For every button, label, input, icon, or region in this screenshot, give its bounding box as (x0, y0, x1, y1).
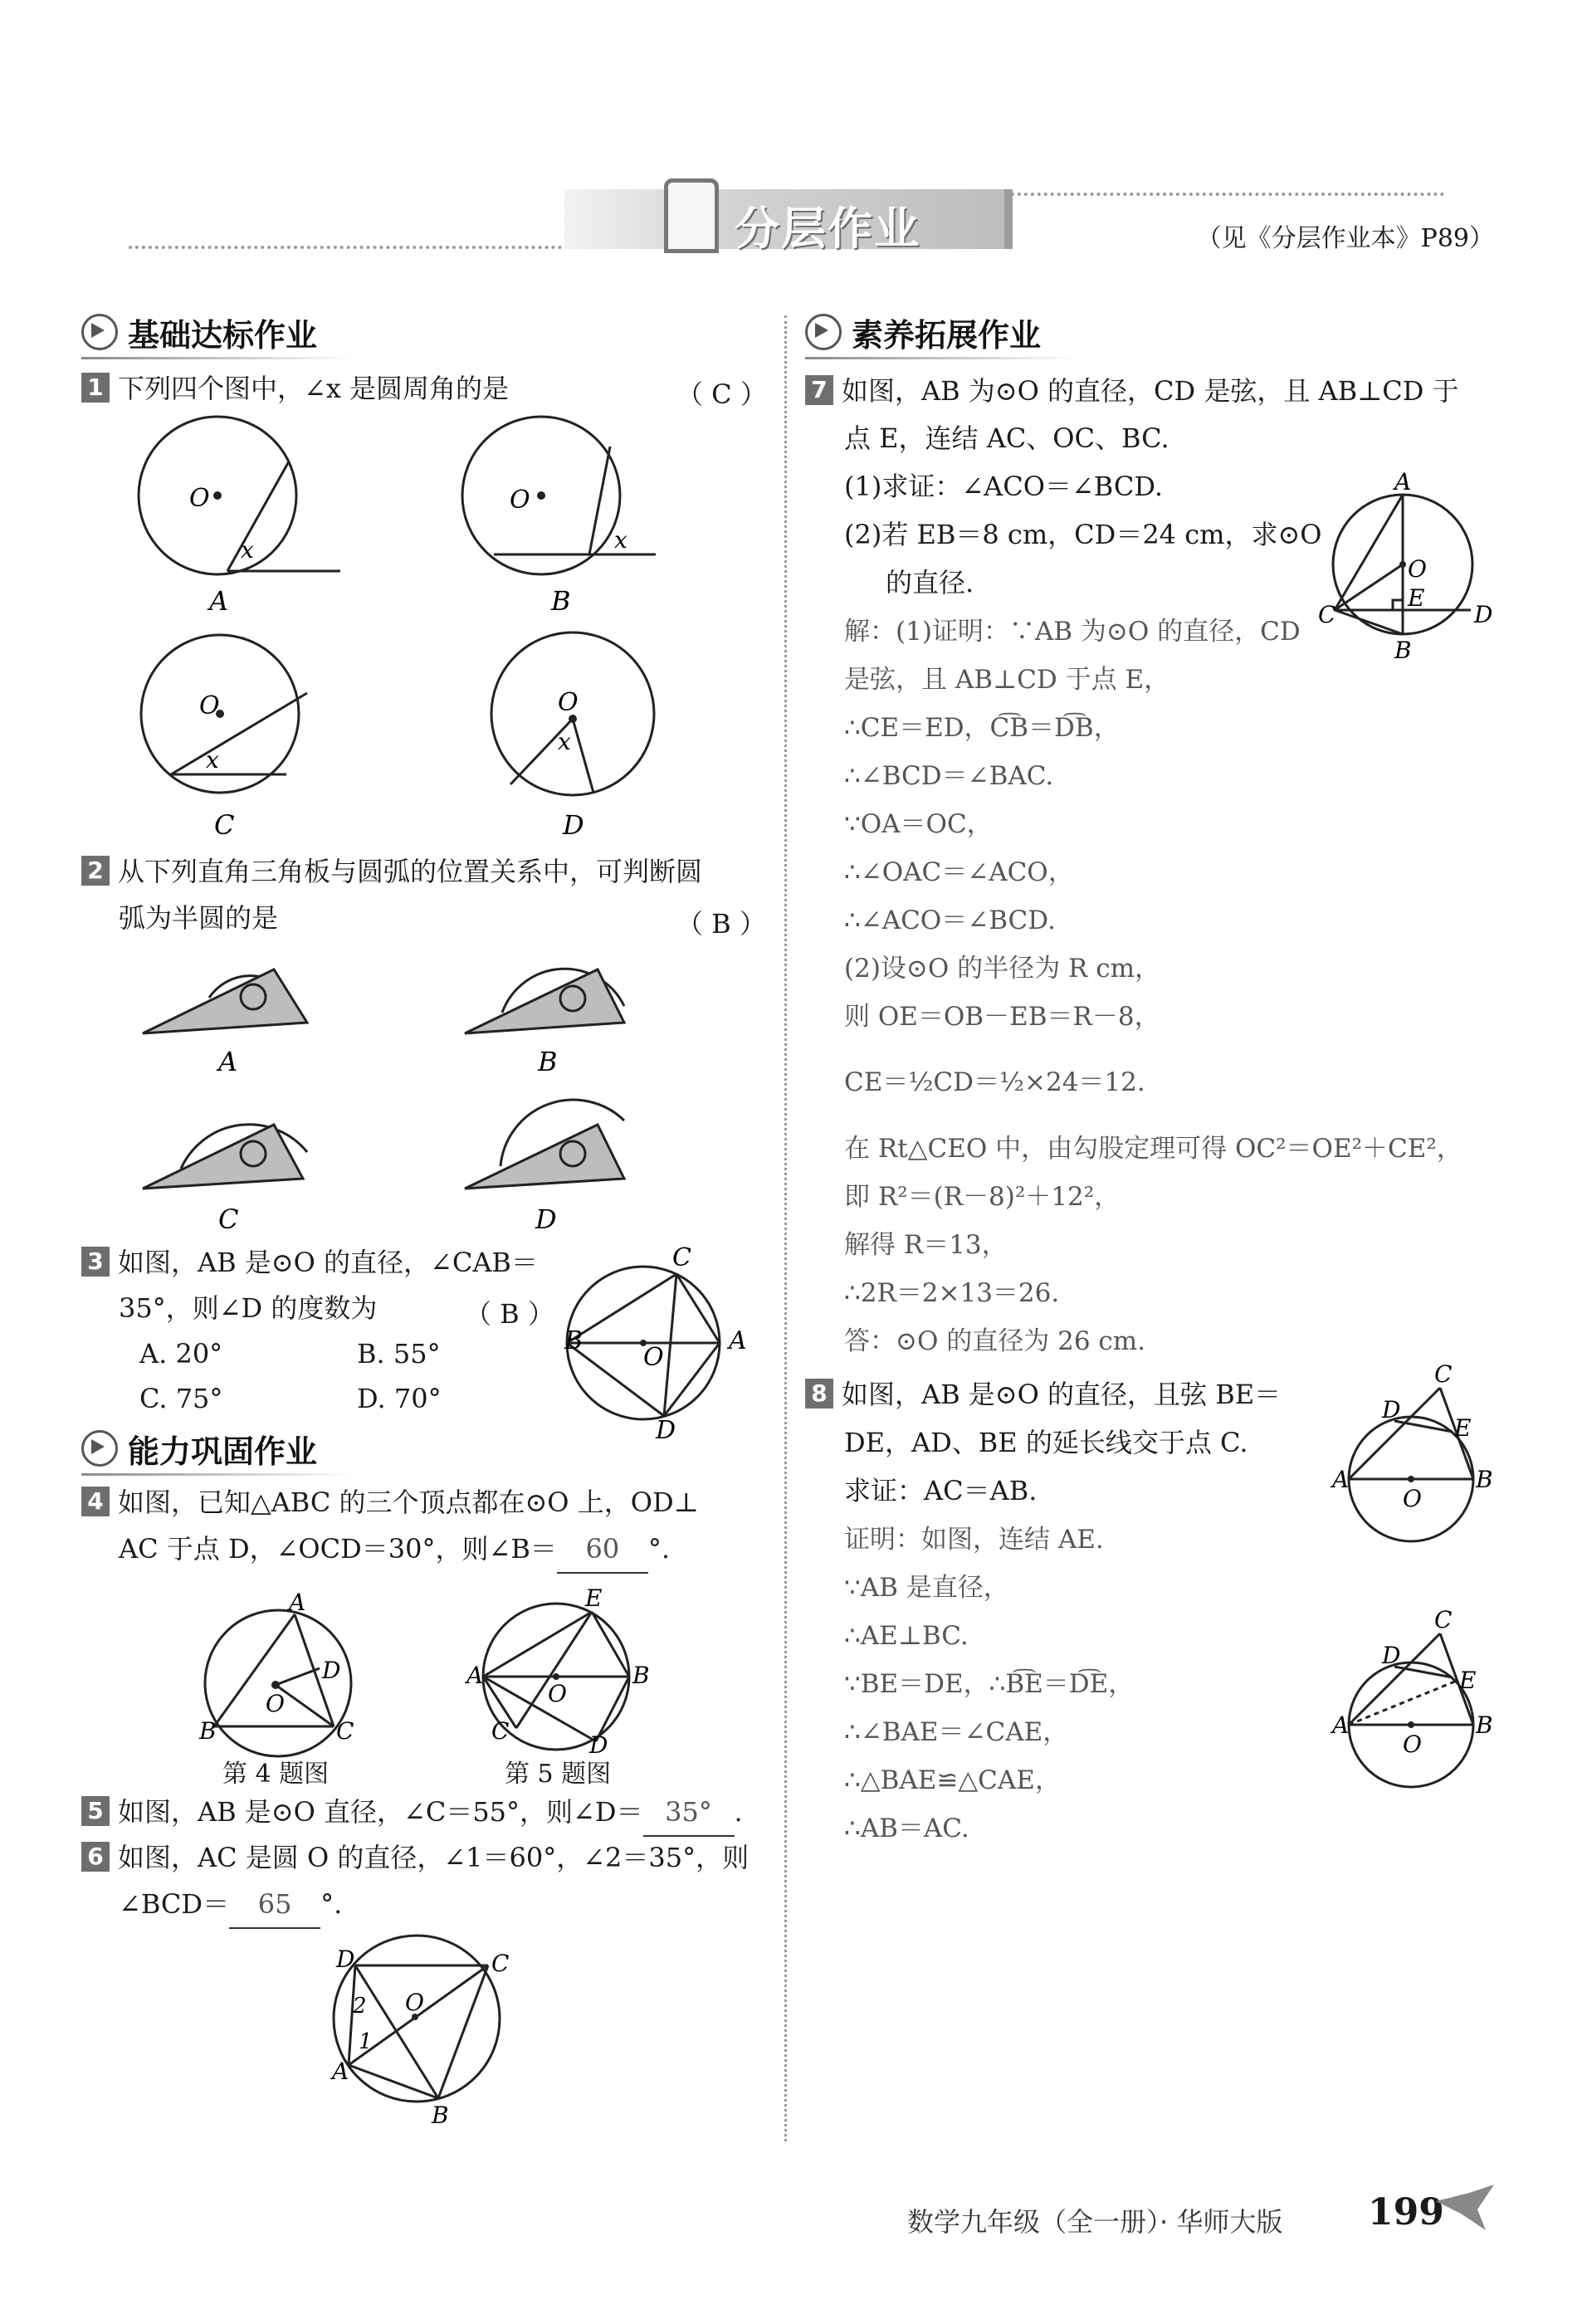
q7-solution-line: 是弦，且 AB⊥CD 于点 E， (844, 665, 1170, 695)
q7-solution-line: (2)设⊙O 的半径为 R cm， (844, 954, 1160, 984)
label-d: D (1474, 601, 1493, 628)
question-8-line2: DE，AD、BE 的延长线交于点 C. (844, 1427, 1248, 1458)
option-b: B. 55° (357, 1338, 441, 1370)
label-c: C (1318, 601, 1336, 628)
q7-solution-line: 则 OE＝OB－EB＝R－8， (844, 1002, 1160, 1032)
label-e: E (1459, 1667, 1477, 1694)
question-number: 3 (81, 1247, 110, 1277)
label-b: B (564, 1326, 584, 1355)
label-b: B (1476, 1711, 1493, 1739)
question-text: °. (647, 1533, 671, 1565)
label-e: E (1408, 584, 1425, 612)
q7-solution-line: 即 R²＝(R－8)²＋12²， (844, 1182, 1121, 1212)
label-d: D (1382, 1642, 1401, 1669)
answer-choice: （ B ） (465, 1298, 554, 1330)
bird-logo-icon (1436, 2185, 1494, 2230)
label-e: E (585, 1584, 603, 1612)
label-c: C (1434, 1360, 1453, 1388)
question-text: 如图，AB 是⊙O 直径，∠C＝55°，则∠D＝ (118, 1796, 643, 1828)
q8-solution-line: ∴△BAE≌△CAE， (844, 1765, 1061, 1795)
question-7-part1: (1)求证：∠ACO＝∠BCD. (844, 471, 1164, 502)
label-c: C (336, 1717, 354, 1745)
section-extension-title: 素养拓展作业 (852, 316, 1042, 354)
label-o: O (405, 1989, 424, 2016)
book-title: 数学九年级（全一册）· 华师大版 (907, 2206, 1283, 2238)
question-2-line2: 弧为半圆的是 (119, 902, 279, 934)
q7-solution-line: CE＝½CD＝½×24＝12. (844, 1067, 1145, 1097)
label-o: O (558, 688, 579, 717)
label-o: O (1408, 555, 1427, 583)
q7-solution-line: 在 Rt△CEO 中，由勾股定理可得 OC²＝OE²＋CE²， (844, 1134, 1462, 1164)
q8-figure-1 (1349, 1388, 1473, 1541)
label-x: x (241, 536, 254, 564)
label-b: B (551, 585, 571, 617)
q7-solution-line: ∴2R＝2×13＝26. (844, 1278, 1060, 1308)
label-2: 2 (353, 1994, 367, 2019)
label-c: C (218, 1204, 239, 1235)
question-3-line2: 35°，则∠D 的度数为 (119, 1292, 378, 1324)
q7-solution-line: 解：(1)证明：∵AB 为⊙O 的直径，CD (844, 617, 1301, 647)
label-b: B (199, 1717, 217, 1745)
label-o: O (510, 486, 530, 515)
answer-blank: 65 (229, 1881, 320, 1929)
label-a: A (209, 585, 229, 617)
label-d: D (322, 1657, 341, 1684)
q7-solution-line: ∵OA＝OC， (844, 809, 993, 839)
question-text: 从下列直角三角板与圆弧的位置关系中，可判断圆 (118, 856, 703, 887)
answer-choice: （ C ） (676, 378, 767, 410)
question-text: 如图，已知△ABC 的三个顶点都在⊙O 上，OD⊥ (118, 1487, 699, 1518)
label-x: x (614, 526, 627, 554)
label-1: 1 (359, 2029, 373, 2054)
question-7-part2b: 的直径. (886, 567, 974, 598)
label-a: A (1394, 468, 1412, 496)
label-x: x (206, 746, 219, 774)
label-a: A (729, 1326, 747, 1355)
question-number: 5 (81, 1796, 110, 1826)
label-c: C (672, 1243, 691, 1272)
label-c: C (214, 809, 235, 841)
label-o: O (189, 484, 210, 513)
q7-solution-line: ∴CE＝ED，C͡B＝D͡B， (844, 713, 1120, 743)
label-a: A (332, 2058, 349, 2085)
question-text: 如图，AB 是⊙O 的直径，且弦 BE＝ (842, 1379, 1282, 1410)
question-number: 8 (805, 1379, 833, 1409)
label-o: O (199, 691, 220, 720)
label-b: B (1476, 1466, 1493, 1493)
label-a: A (1332, 1466, 1350, 1493)
answer-blank: 60 (557, 1526, 648, 1574)
q5-caption: 第 5 题图 (505, 1760, 612, 1789)
q8-solution-line: ∴AE⊥BC. (844, 1621, 969, 1651)
q8-solution-line: ∵BE＝DE，∴B͡E＝D͡E， (844, 1669, 1135, 1699)
label-a: A (289, 1589, 306, 1616)
label-o: O (266, 1690, 285, 1717)
label-o: O (1403, 1731, 1422, 1758)
q7-solution-line: 解得 R＝13， (844, 1230, 1008, 1260)
question-text: 如图，AC 是圆 O 的直径，∠1＝60°，∠2＝35°，则 (118, 1842, 750, 1873)
answer-blank: 35° (643, 1789, 735, 1837)
question-number: 7 (805, 375, 833, 405)
label-a: A (466, 1662, 484, 1689)
label-o: O (643, 1343, 664, 1372)
label-d: D (336, 1946, 355, 1973)
question-number: 6 (81, 1842, 110, 1872)
label-a: A (218, 1046, 238, 1077)
label-e: E (1454, 1414, 1472, 1442)
question-number: 1 (81, 373, 110, 403)
question-text: 如图，AB 是⊙O 的直径，∠CAB＝ (118, 1247, 538, 1278)
label-b: B (538, 1046, 558, 1077)
label-d: D (589, 1731, 608, 1759)
q8-solution-line: ∵AB 是直径， (844, 1573, 1009, 1603)
question-text: 下列四个图中，∠x 是圆周角的是 (118, 373, 510, 404)
page-number: 199 (1368, 2191, 1444, 2234)
label-d: D (535, 1204, 557, 1235)
label-a: A (1332, 1711, 1350, 1739)
banner-title: 分层作业 (735, 203, 920, 255)
question-number: 4 (81, 1487, 110, 1516)
option-a: A. 20° (139, 1338, 223, 1370)
question-7-line2: 点 E，连结 AC、OC、BC. (844, 422, 1169, 454)
q8-solution-line: 证明：如图，连结 AE. (844, 1525, 1104, 1555)
question-number: 2 (81, 856, 110, 886)
label-c: C (491, 1950, 510, 1977)
q8-solution-line: ∴AB＝AC. (844, 1814, 969, 1843)
question-text: . (734, 1796, 743, 1828)
q8-solution-line: ∴∠BAE＝∠CAE， (844, 1717, 1069, 1747)
q7-solution-line: ∴∠BCD＝∠BAC. (844, 761, 1054, 791)
q7-solution-line: 答：⊙O 的直径为 26 cm. (844, 1326, 1146, 1356)
question-text: °. (320, 1888, 343, 1920)
question-text: AC 于点 D，∠OCD＝30°，则∠B＝ (119, 1533, 557, 1565)
label-d: D (1382, 1396, 1401, 1423)
question-8-line3: 求证：AC＝AB. (844, 1475, 1038, 1506)
label-o: O (1403, 1485, 1422, 1512)
label-c: C (1434, 1606, 1453, 1633)
section-ability-title: 能力巩固作业 (128, 1433, 318, 1470)
label-b: B (1394, 637, 1412, 664)
question-text: 如图，AB 为⊙O 的直径，CD 是弦，且 AB⊥CD 于 (842, 375, 1459, 407)
section-basic-title: 基础达标作业 (128, 316, 318, 354)
option-d: D. 70° (357, 1383, 442, 1414)
question-7-part2: (2)若 EB＝8 cm，CD＝24 cm，求⊙O (844, 519, 1322, 550)
q7-solution-line: ∴∠ACO＝∠BCD. (844, 906, 1056, 935)
label-d: D (656, 1416, 676, 1445)
label-o: O (548, 1680, 567, 1707)
answer-choice: （ B ） (676, 908, 766, 940)
label-b: B (632, 1662, 650, 1689)
label-c: C (491, 1717, 510, 1745)
option-c: C. 75° (139, 1383, 223, 1414)
workbook-reference: （见《分层作业本》P89） (1196, 224, 1494, 253)
label-d: D (563, 809, 584, 841)
label-x: x (558, 728, 571, 755)
label-b: B (432, 2102, 449, 2129)
q7-solution-line: ∴∠OAC＝∠ACO， (844, 857, 1074, 887)
q8-figure-2 (1349, 1633, 1473, 1787)
q4-caption: 第 4 题图 (222, 1760, 330, 1789)
question-text: ∠BCD＝ (119, 1888, 230, 1920)
